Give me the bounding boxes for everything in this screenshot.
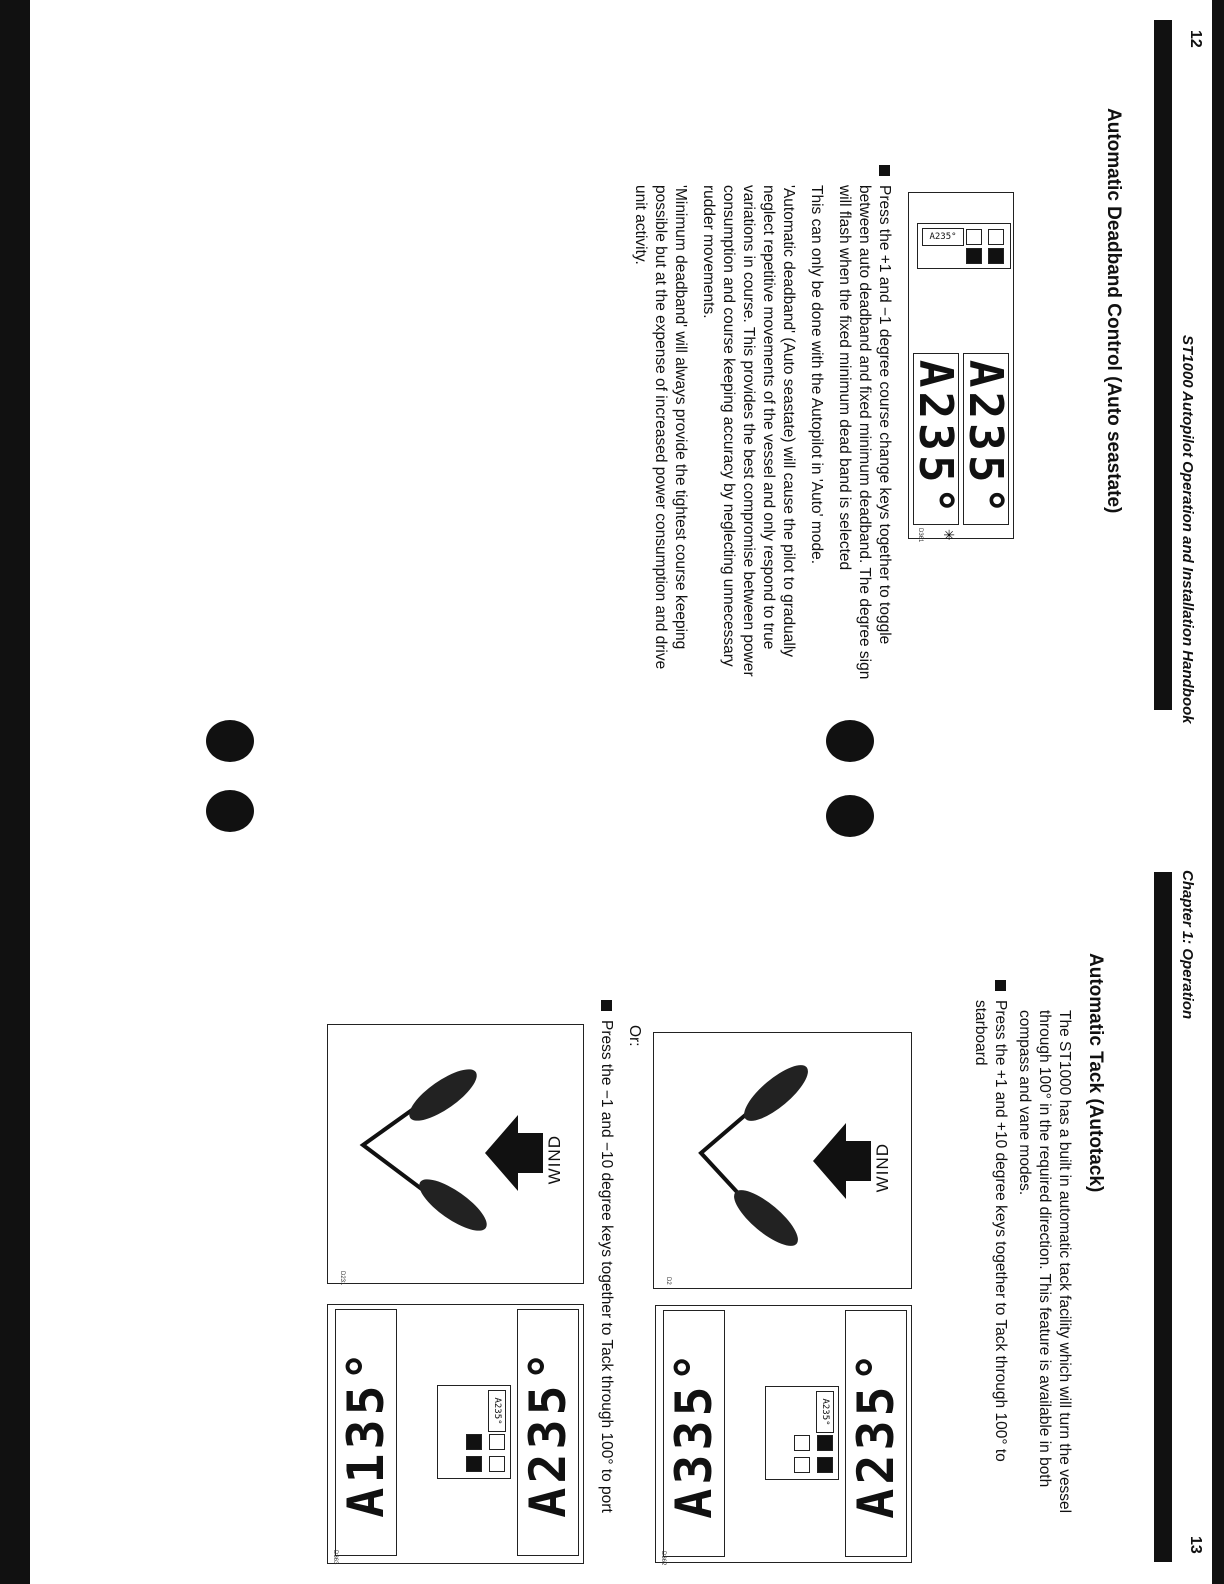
autotack-bullet-1: Press the +1 and +10 degree keys together to Tack through 100° to starboard xyxy=(970,980,1010,1530)
wind-label-2: WIND xyxy=(545,1135,564,1185)
header-bar-left xyxy=(1154,20,1172,710)
fig2-key-d xyxy=(466,1456,482,1472)
page-number-left: 12 xyxy=(1187,30,1204,48)
or-label: Or: xyxy=(626,1025,643,1047)
page-number-right: 13 xyxy=(1187,1536,1204,1554)
section-heading-deadband: Automatic Deadband Control (Auto seastate) xyxy=(1103,108,1124,514)
port-tack-displays xyxy=(327,1304,584,1564)
binder-hole-2 xyxy=(826,795,874,837)
running-head-right: Chapter 1: Operation xyxy=(1179,870,1196,1020)
deadband-para-1: This can only be done with the Autopilot in 'Auto' mode. xyxy=(808,185,825,565)
fig2-id: D231 xyxy=(339,1271,345,1286)
header-bar-right xyxy=(1154,872,1172,1562)
fig1-control-unit xyxy=(765,1386,839,1480)
fig1-lcd-bottom: A335° xyxy=(663,1310,725,1557)
key-plus-10 xyxy=(988,248,1004,264)
fig2-key-b xyxy=(466,1434,482,1450)
figure-id: D361 xyxy=(917,528,923,543)
wind-label-1: WIND xyxy=(873,1143,892,1193)
control-unit xyxy=(917,223,1011,269)
key-minus-10 xyxy=(988,229,1004,245)
deadband-body xyxy=(622,165,894,695)
deadband-figure xyxy=(908,192,1014,543)
key-plus-1 xyxy=(966,248,982,264)
running-head-left: ST1000 Autopilot Operation and Installation Handbook xyxy=(1179,335,1196,724)
section-heading-autotack: Automatic Tack (Autotack) xyxy=(1085,953,1106,1193)
fig1-id-b: D362 xyxy=(660,1551,666,1566)
fig2-key-c xyxy=(489,1456,505,1472)
fig1-lcd-top: A235° xyxy=(845,1310,907,1557)
boat-track-icon-2 xyxy=(328,1025,583,1286)
fig1-control-display: A235° xyxy=(816,1391,834,1433)
binder-hole-4 xyxy=(206,790,254,832)
fig2-id-b: D363 xyxy=(332,1550,338,1565)
flashing-degree-icon: ✳ xyxy=(941,529,957,541)
binder-hole-1 xyxy=(826,720,874,762)
deadband-bullet: Press the +1 and −1 degree course change keys together to toggle between auto deadband and fixed minimum deadband. The degree sign will flash when the fixed minimum dead band is selected xyxy=(834,165,894,695)
fig1-key-a xyxy=(817,1435,833,1451)
lcd-display-top: A235° xyxy=(963,353,1009,525)
deadband-para-2: 'Automatic deadband' (Auto seastate) will cause the pilot to gradually neglect repetitive movements of the vessel and only respond to true variations in course. This provides the best compromise between power consumption and course keeping accuracy by neglecting unnecessary rudder movements. xyxy=(700,185,797,677)
fig2-lcd-top: A235° xyxy=(517,1309,579,1556)
deadband-para-3: 'Minimum deadband' will always provide the tightest course keeping possible but at the expense of increased power consumption and drive unit activity. xyxy=(632,185,689,670)
fig1-key-b xyxy=(794,1435,810,1451)
boat-track-icon xyxy=(654,1033,911,1288)
starboard-tack-displays xyxy=(655,1305,912,1566)
fig2-lcd-bottom: A135° xyxy=(335,1309,397,1556)
autotack-bullet-2-wrap xyxy=(588,1000,616,1560)
fig2-control-display: A235° xyxy=(488,1390,506,1432)
fig1-id: D2 xyxy=(665,1277,671,1285)
fig2-key-a xyxy=(489,1434,505,1450)
autotack-bullet-2: Press the −1 and −10 degree keys together to Tack through 100° to port xyxy=(596,1000,616,1560)
port-tack-diagram xyxy=(327,1024,584,1284)
key-minus-1 xyxy=(966,229,982,245)
fig2-control-unit xyxy=(437,1385,511,1479)
control-unit-display: A235° xyxy=(922,228,964,246)
binder-hole-3 xyxy=(206,720,254,762)
starboard-tack-diagram xyxy=(653,1032,912,1289)
fig1-key-c xyxy=(817,1457,833,1473)
lcd-display-bottom: A235° xyxy=(913,353,959,525)
autotack-intro: The ST1000 has a built in automatic tack facility which will turn the vessel through 100° in the required direction. This feature is available in both compass and vane modes. xyxy=(1016,1010,1073,1514)
autotack-body xyxy=(962,1000,1074,1530)
fig1-key-d xyxy=(794,1457,810,1473)
